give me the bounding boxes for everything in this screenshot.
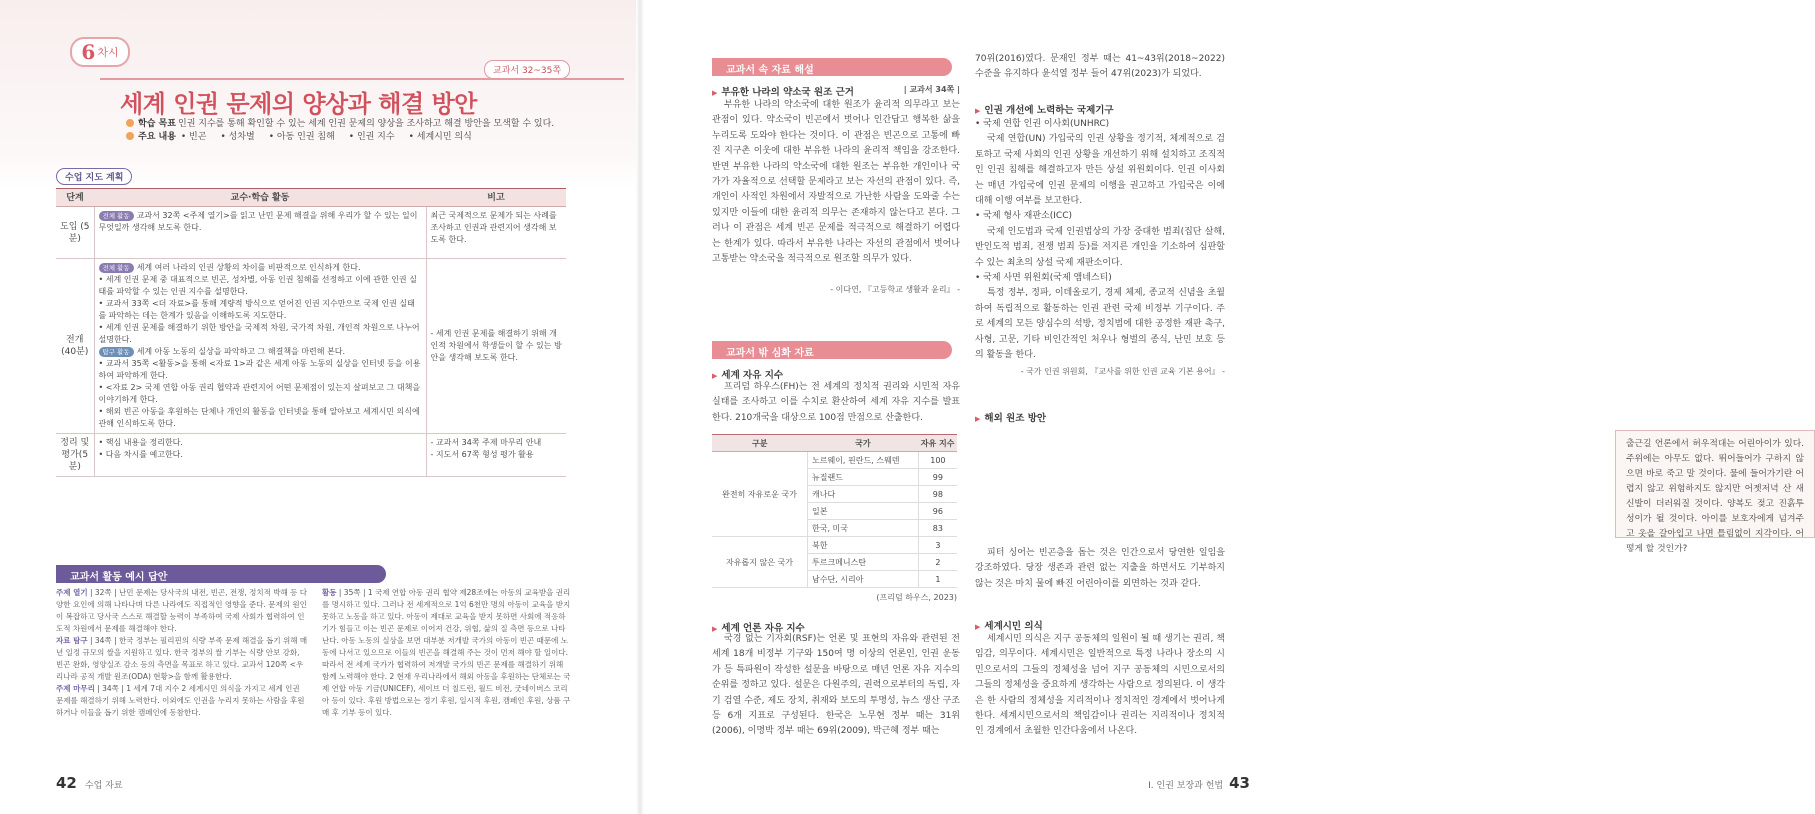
chapter-number: 6 [81,40,96,64]
answers-col2: 활동 | 35쪽 | 1 국제 연합 아동 권리 협약 제28조에는 아동의 교육받을 권리를 명시하고 있다. 그러나 전 세계적으로 1억 6천만 명의 아동이 교육을 받지 못하고 노동을 하고 있다. 아동이 제대로 교육을 받지 못하면 사회에 적응하기가 힘들고 이는 빈곤 문제로 이어져 건강, 위협, 삶의 질 측면 등으로 나타난다. 아동 노동의 실상을 보면 대부분 저개발 국가의 아동이 빈곤 때문에 노동에 나서고 있으므로 이들의 빈곤을 해결해 주는 것이 먼저 해야 할 일이다. 따라서 전 세계 국가가 협력하여 저개발 국가의 빈곤 문제를 해결하기 위해 함께 노력해야 한다. 2 현재 우리나라에서 해외 아동을 후원하는 단체로는 국제 연합 아동 기금(UNICEF), 세이브 더 칠드런, 월드 비전, 굿네이버스 코리아 등이 있다. 후원 방법으로는 정기 후원, 일시적 후원, 캠페인 후원, 상품 구매 후 기부 등이 있다. [322,588,571,717]
table-row: 일본 96 [712,503,957,520]
heading-press-index: ▶ 세계 언론 자유 지수 [712,620,805,634]
press-index-continued: 70위(2016)였다. 문재인 정부 때는 41~43위(2018~2022) 수준을 유지하다 윤석열 정부 들어 47위(2023)가 되었다. [975,54,1225,80]
heading-intl-orgs: ▶ 인권 개선에 노력하는 국제기구 [975,102,1114,116]
textbook-pages-badge: 교과서 32~35쪽 [484,60,570,79]
table-row: 투르크메니스탄 2 [712,554,957,571]
goal-label: 학습 목표 [138,119,176,129]
goal-text: 인권 지수를 통해 확인할 수 있는 세계 인권 문제의 양상을 조사하고 해결 방안을 모색할 수 있다. [178,119,555,129]
freedom-index-text: 프리덤 하우스(FH)는 전 세계의 정치적 권리와 시민적 자유 실태를 조사하고 이를 수치로 환산하여 세계 자유 지수를 발표한다. 210개국을 대상으로 100점 만점으로 산출한다. [712,382,960,423]
content-item: • 성차별 [220,132,255,142]
activity-text: 교과서 32쪽 <주제 열기>를 읽고 난민 문제 해결을 위해 우리가 할 수 있는 일이 무엇일까 생각해 보도록 한다. [98,211,418,232]
content-item: • 아동 인권 침해 [268,132,335,142]
global-citizen-text: 세계시민 의식은 지구 공동체의 일원이 될 때 생기는 권리, 책임감, 의무이다. 세계시민은 일반적으로 특정 나라나 장소의 시민으로서의 그들의 정체성을 넘어 지구 공동체의 시민으로서의 그들의 정체성을 중요하게 생각하는 사람으로 정의된다. 이 생각은 한 사람의 정체성을 지리적이나 정치적인 경계에서 벗어나게 한다. 세계시민으로서의 책임감이나 권리는 지리적이나 정치적인 경계에서 초월한 인간다움에서 나온다. [975,634,1225,737]
aid-basis-text: 부유한 나라의 약소국에 대한 원조가 윤리적 의무라고 보는 관점이 있다. 약소국이 빈곤에서 벗어나 인간답고 행복한 삶을 누리도록 도와야 한다는 것이다. 이 관점은 빈곤으로 고통에 빠진 지구촌 이웃에 대한 부유한 나라의 윤리적 책임을 강조한다. 반면 부유한 나라의 약소국에 대한 원조는 부유한 개인이나 국가가 자율적으로 선택할 문제라고 보는 자선의 관점이 있다. 즉, 개인이 사적인 차원에서 자발적으로 가난한 사람을 도와줄 수는 있지만 이들에 대한 윤리적 의무는 존재하지 않는다고 본다. 그러나 이 관점은 세계 빈곤 문제를 적극적으로 해결하기 어렵다는 한계가 있다. 따라서 부유한 나라는 자선의 관점에서 벗어나 고통받는 약소국을 적극적으로 원조할 의무가 있다. [712,100,960,265]
learning-goals [126,118,554,144]
table-row: 자유롭지 않은 국가 북한 3 [712,537,957,554]
press-index-text: 국경 없는 기자회(RSF)는 언론 및 표현의 자유와 관련된 전 세계 18개 비정부 기구와 150여 명 이상의 언론인, 인권 운동가 등 특파원이 작성한 설문을 바탕으로 매년 언론 자유 지수의 순위를 정하고 있다. 설문은 다원주의, 권력으로부터의 독립, 자기 검열 수준, 제도 장치, 취재와 보도의 투명성, 뉴스 생산 구조 등 6개 지표로 구성된다. 한국은 노무현 정부 때는 31위(2006), 이명박 정부 때는 69위(2009), 박근혜 정부 때는 [712,634,960,737]
answers-col1: 주제 열기 | 32쪽 | 난민 문제는 당사국의 내전, 빈곤, 전쟁, 정치적 박해 등 다양한 요인에 의해 나타나며 다른 나라에도 직접적인 영향을 준다. 문제의 원인이 복잡하고 당사국 스스로 해결할 능력이 부족하여 국제 사회가 협력하여 인도적 차원에서 문제를 해결해야 한다. 자료 탐구 | 34쪽 | 한국 정부는 필리핀의 식량 부족 문제 해결을 돕기 위해 매년 일정 규모의 쌀을 지원하고 있다. 한국 정부의 쌀 기부는 식량 안보 강화, 빈곤 완화, 영양실조 감소 등의 측면을 목표로 하고 있다. 교과서 120쪽 <우리나라 공적 개발 원조(ODA) 현황>을 함께 활용한다. 주제 마무리 | 34쪽 | 1 세계 7대 지수 2 세계시민 의식을 가지고 세계 인권 문제를 해결하기 위해 노력한다. 이외에도 인권을 누리지 못하는 사람을 후원하거나 이들을 돕기 위한 캠페인에 동참한다. [56,588,308,717]
page-number-right: I. 인권 보장과 헌법 43 [1148,774,1250,792]
table-row [56,207,566,259]
content-label: 주요 내용 [138,132,176,142]
page-number-left: 42 수업 자료 [56,774,123,792]
lesson-plan-table [56,188,566,477]
bullet-icon [126,119,134,127]
plan-pill: 수업 지도 계획 [56,168,132,185]
table-row: 한국, 미국 83 [712,520,957,537]
th-stage: 단계 [56,189,94,207]
singer-text: 피터 싱어는 빈곤층을 돕는 것은 인간으로서 당연한 일임을 강조하였다. 당장 생존과 관련 없는 지출을 하면서도 기부하지 않는 것은 마치 물에 빠진 어린아이를 외면하는 것과 같다. [975,548,1225,589]
activity-tag: 탐구 활동 [99,347,134,357]
note-cell: - 세계 인권 문제를 해결하기 위해 개인적 차원에서 학생들이 할 수 있는 방안을 생각해 보도록 한다. [426,259,566,434]
freedom-index-table: 구분 국가 자유 지수 완전히 자유로운 국가 노르웨이, 핀란드, 스웨덴 100 뉴질랜드 99 캐나다 98 일본 96 한국, 미국 83 자유롭지 않은 국가 북한 3 투르크메니스탄 2 남수단, 시리아 1 [712,434,957,588]
activity-tag: 전체 활동 [99,263,134,273]
chapter-label: 차시 [97,46,119,59]
heading-foreign-aid: ▶ 해외 원조 방안 [975,410,1046,424]
left-page [0,0,640,814]
table-row: 완전히 자유로운 국가 노르웨이, 핀란드, 스웨덴 100 [712,452,957,469]
section-bar-extra: 교과서 밖 심화 자료 [712,341,952,359]
table-row: 남수단, 시리아 1 [712,571,957,588]
chapter-badge [70,37,130,67]
section-bar-textbook: 교과서 속 자료 해설 [712,58,952,76]
table-row: 전개 (40분) 전체 활동 세계 여러 나라의 인권 상황의 차이를 비판적으로 인식하게 한다. • 세계 인권 문제 중 대표적으로 빈곤, 성차별, 아동 인권 침해를 선정하고 이에 관한 인권 실태를 파악할 수 있는 인권 지수를 설명한다. • 교과서 33쪽 <더 자료>를 통해 계량적 방식으로 얻어진 인권 지수만으로 국제 인권 실태를 파악하는 데는 한계가 있음을 이해하도록 지도한다. • 세계 인권 문제를 해결하기 위한 방안을 국제적 차원, 국가적 차원, 개인적 차원으로 나누어 설명한다. 탐구 활동 세계 아동 노동의 실상을 파악하고 그 해결책을 마련해 본다. • 교과서 35쪽 <활동>을 통해 <자료 1>과 같은 세계 아동 노동의 실상을 인터넷 등을 이용하여 파악하게 한다. • <자료 2> 국제 연합 아동 권리 협약과 관련지어 어떤 문제점이 있는지 살펴보고 그 대책을 이야기하게 한다. • 해외 빈곤 아동을 후원하는 단체나 개인의 활동을 인터넷을 통해 알아보고 세계시민 의식에 관해 인식하도록 한다. - 세계 인권 문제를 해결하기 위해 개인적 차원에서 학생들이 할 수 있는 방안을 생각해 보도록 한다. [56,259,566,434]
content-item: • 세계시민 의식 [408,132,472,142]
page-title: 세계 인권 문제의 양상과 해결 방안 [100,78,624,119]
th-note: 비고 [426,189,566,207]
heading-aid-basis: ▶ 부유한 나라의 약소국 원조 근거 | 교과서 34쪽 | [712,84,960,98]
activity-tag: 전체 활동 [99,211,134,221]
right-page [640,0,1804,814]
bullet-icon [126,132,134,140]
answers-section-bar: 교과서 활동 예시 답안 [56,565,386,583]
drowning-child-box: 출근길 언론에서 허우적대는 어린아이가 있다. 주위에는 아무도 없다. 뛰어들어가 구하지 않으면 바로 죽고 말 것이다. 물에 들어가기란 어렵지 않고 위험하지도 않지만 어젯저녁 산 새 신발이 더러워질 것이다. 양복도 젖고 진흙투성이가 될 것이다. 아이를 보호자에게 넘겨주고 옷을 갈아입고 나면 틀림없이 지각이다. 어떻게 할 것인가? [1615,430,1815,538]
stage-cell: 도입 (5분) [56,207,94,259]
aid-basis-source: - 이다연, 『고등학교 생활과 윤리』 - [830,285,960,294]
heading-freedom-index: ▶ 세계 자유 지수 [712,367,783,381]
note-cell: 최근 국제적으로 문제가 되는 사례를 조사하고 인권과 관련지어 생각해 보도록 한다. [426,207,566,259]
table-row: 캐나다 98 [712,486,957,503]
table-source: (프리덤 하우스, 2023) [876,593,957,602]
stage-cell: 전개 (40분) [56,259,94,434]
content-item: • 빈곤 [180,132,207,142]
table-row: 정리 및 평가(5분) • 핵심 내용을 정리한다. • 다음 차시를 예고한다. - 교과서 34쪽 주제 마무리 안내 - 지도서 67쪽 형성 평가 활용 [56,434,566,477]
stage-cell: 정리 및 평가(5분) [56,434,94,477]
th-activity: 교수·학습 활동 [94,189,426,207]
intl-orgs-text: • 국제 연합 인권 이사회(UNHRC) 국제 연합(UN) 가입국의 인권 상황을 정기적, 체계적으로 검토하고 국제 사회의 인권 상황을 개선하기 위해 설치하고 조직적인 인권 침해를 해결하고자 만든 상설 위원회이다. 인권 이사회는 매년 가입국에 인권 문제의 이행을 권고하고 가입국은 이에 대해 이행 여부를 보고한다. • 국제 형사 재판소(ICC) 국제 인도법과 국제 인권법상의 가장 중대한 범죄(집단 살해, 반인도적 범죄, 전쟁 범죄 등)를 저지른 개인을 기소하여 심판할 수 있는 최초의 상설 국제 재판소이다. • 국제 사면 위원회(국제 앰네스티) 특정 정부, 정파, 이데올로기, 경제 체제, 종교적 신념을 초월하여 독립적으로 활동하는 인권 관련 국제 비정부 기구이다. 주로 세계의 모든 양심수의 석방, 정치범에 대한 공정한 재판 촉구, 사형, 고문, 기타 비인간적인 처우나 형벌의 종식, 난민 보호 등의 활동을 한다. - 국가 인권 위원회, 『교사를 위한 인권 교육 기본 용어』 - [975,119,1225,376]
heading-global-citizen: ▶ 세계시민 의식 [975,618,1043,632]
table-row: 뉴질랜드 99 [712,469,957,486]
content-item: • 인권 지수 [348,132,395,142]
